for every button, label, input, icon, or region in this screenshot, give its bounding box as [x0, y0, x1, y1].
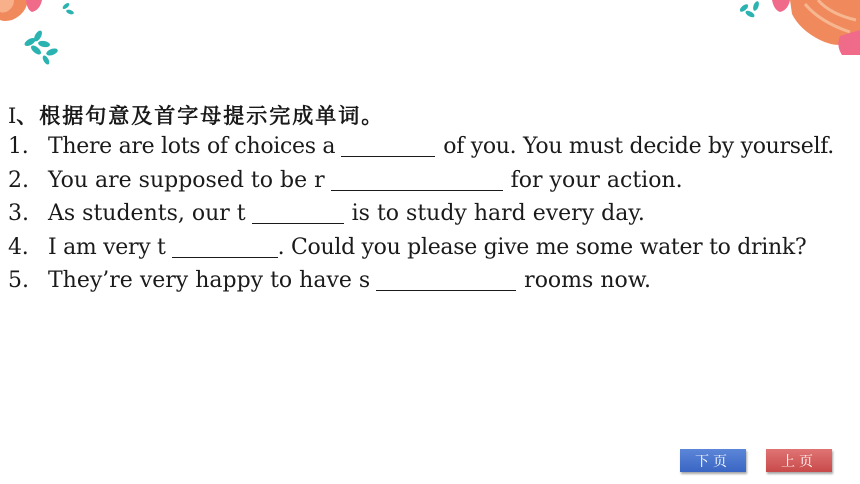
question-text-after: rooms now.	[524, 268, 651, 293]
section-heading-text: 、根据句意及首字母提示完成单词。	[16, 104, 385, 128]
question-text-after: of you. You must decide by yourself.	[443, 134, 834, 159]
answer-blank-4[interactable]	[172, 235, 278, 258]
question-text-before: They’re very happy to have s	[48, 268, 371, 293]
question-number: 2.	[8, 167, 29, 193]
answer-blank-5[interactable]	[376, 268, 516, 291]
next-page-button[interactable]: 下页	[680, 449, 746, 472]
answer-blank-1[interactable]	[341, 134, 435, 157]
question-4	[8, 231, 834, 265]
question-text-before: As students, our t	[48, 201, 246, 226]
question-number: 3.	[8, 201, 29, 226]
floral-decoration-right	[730, 0, 860, 55]
question-text-after: . Could you please give me some water to drink?	[277, 234, 807, 260]
question-5	[8, 264, 834, 298]
question-text-after: is to study hard every day.	[351, 201, 645, 226]
question-number: 5.	[8, 268, 29, 293]
question-text-before: I am very t	[48, 234, 166, 260]
floral-decoration-left	[0, 0, 80, 70]
answer-blank-3[interactable]	[252, 201, 344, 224]
question-number: 4.	[8, 234, 29, 260]
question-number: 1.	[8, 134, 29, 159]
prev-page-button[interactable]: 上页	[766, 449, 832, 472]
section-numeral: Ⅰ	[8, 104, 17, 128]
question-list	[8, 130, 834, 298]
question-3	[8, 197, 834, 231]
question-text-before: You are supposed to be r	[48, 167, 325, 193]
section-title	[8, 100, 384, 130]
question-text-before: There are lots of choices a	[48, 134, 336, 159]
question-1	[8, 130, 834, 164]
question-text-after: for your action.	[510, 167, 683, 193]
answer-blank-2[interactable]	[331, 168, 503, 191]
question-2	[8, 164, 834, 198]
